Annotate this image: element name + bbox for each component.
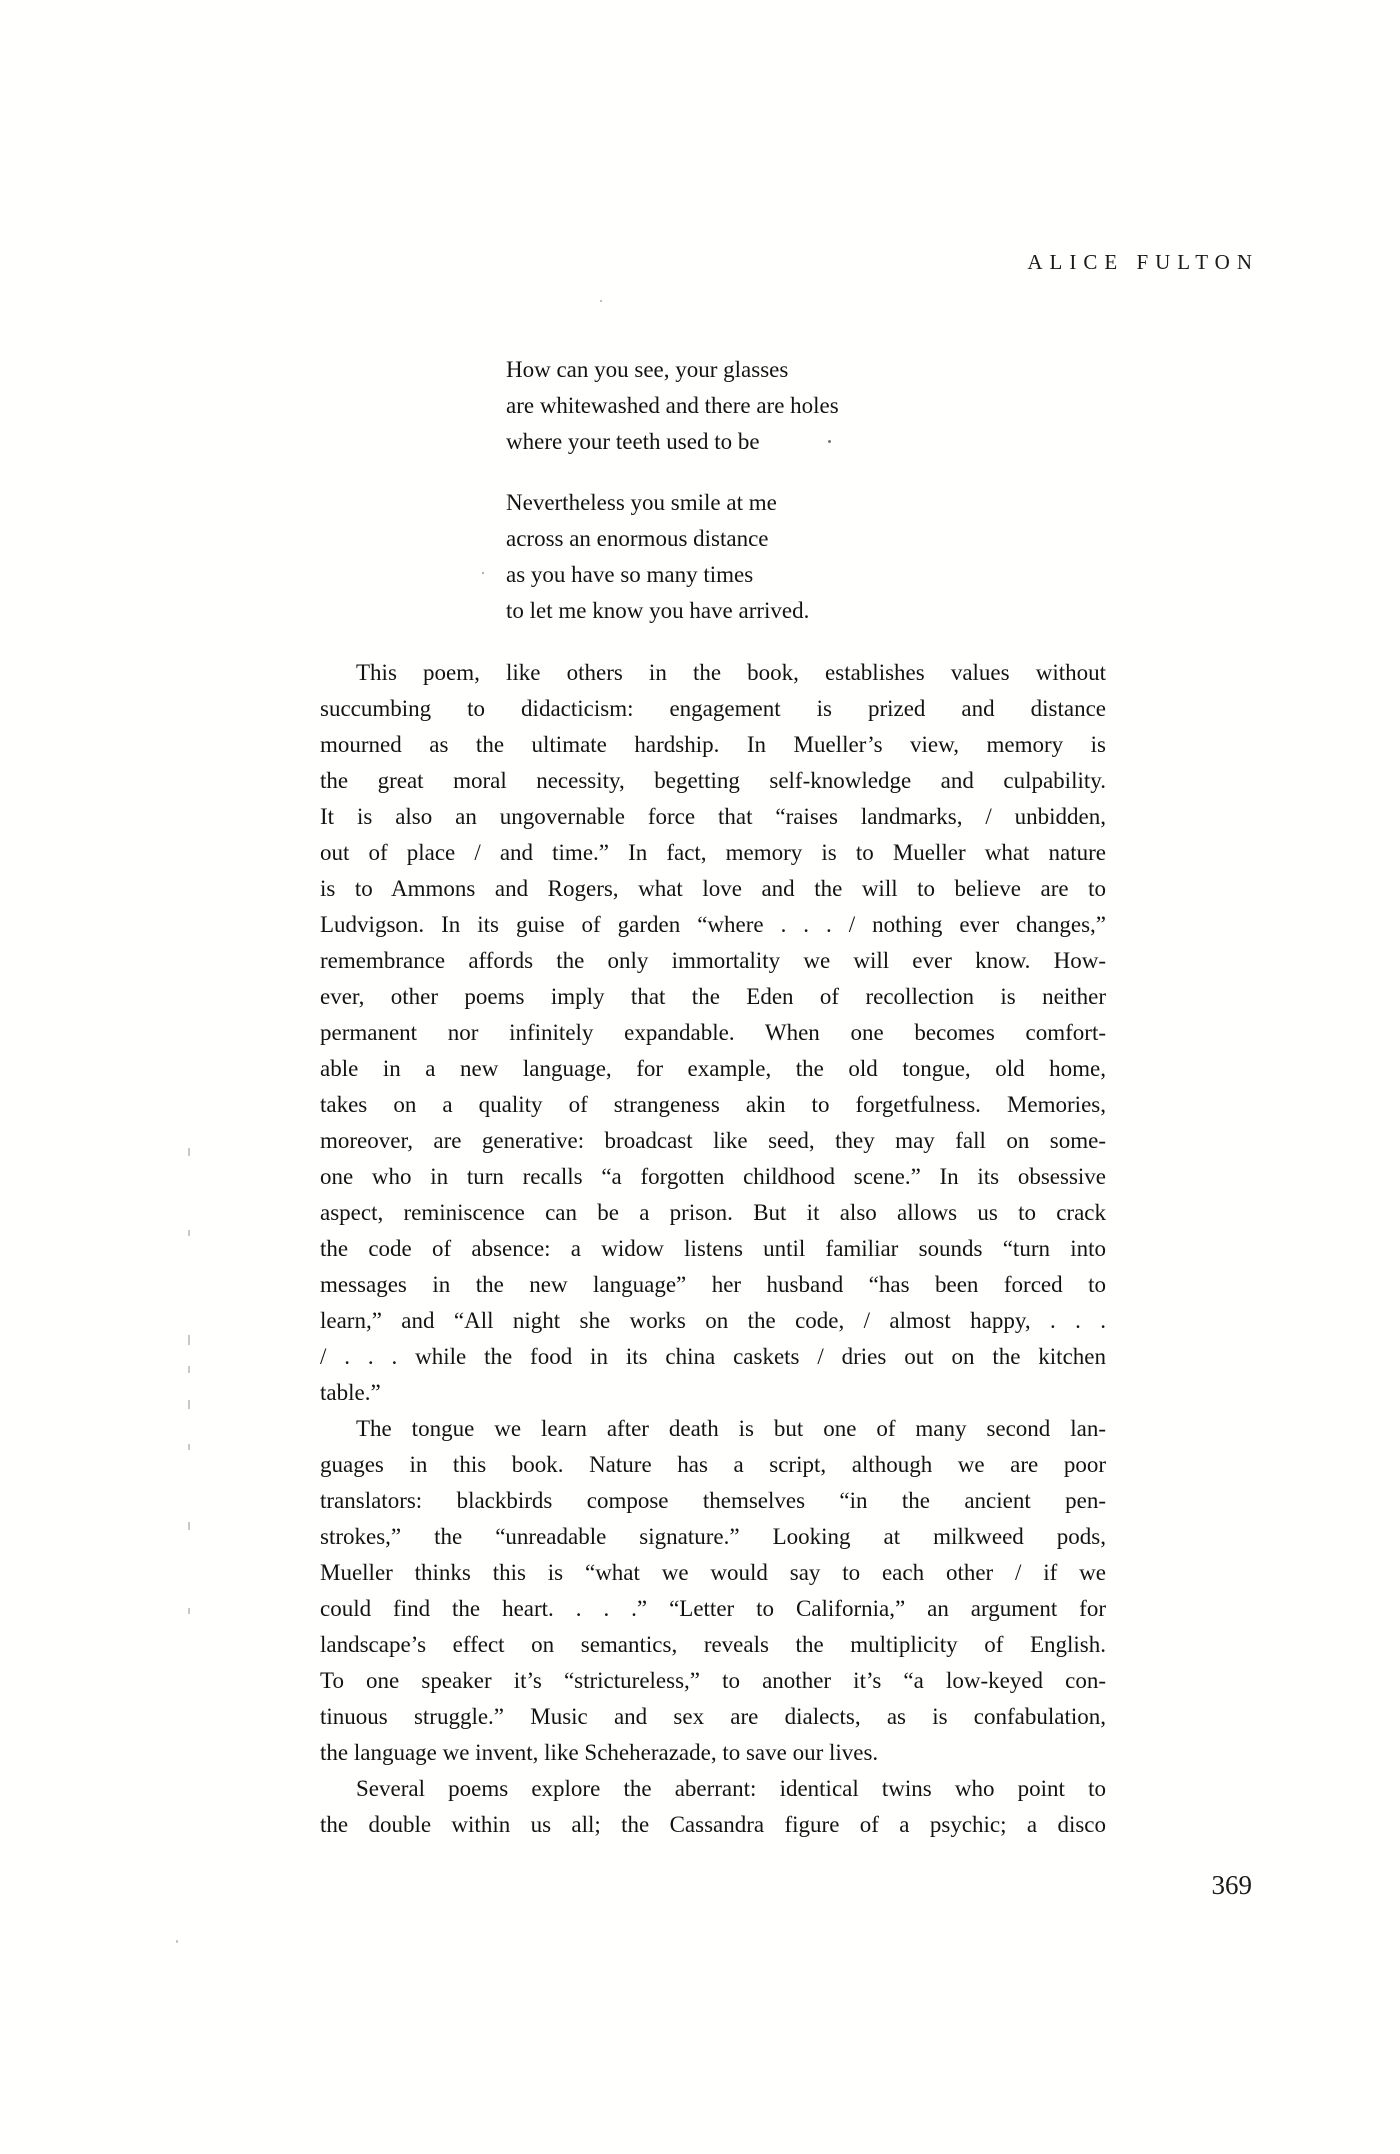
text-line: / . . . while the food in its china caskets / dries out on the kitchen <box>320 1344 1106 1369</box>
text-line: aspect, reminiscence can be a prison. But it also allows us to crack <box>320 1200 1106 1225</box>
text-line: the code of absence: a widow listens until familiar sounds “turn into <box>320 1236 1106 1261</box>
poem-excerpt <box>506 352 839 629</box>
page-number: 369 <box>1211 1870 1252 1900</box>
scan-artifact <box>188 1608 190 1614</box>
text-line: the language we invent, like Scheherazade, to save our lives. <box>320 1740 879 1765</box>
scan-artifact <box>188 1230 190 1236</box>
text-line: The tongue we learn after death is but one of many second lan- <box>356 1416 1106 1441</box>
scan-artifact <box>600 300 602 302</box>
scan-artifact <box>828 440 831 443</box>
scan-artifact <box>188 1366 190 1373</box>
text-line: permanent nor infinitely expandable. When one becomes comfort- <box>320 1020 1106 1045</box>
text-line: Mueller thinks this is “what we would say to each other / if we <box>320 1560 1106 1585</box>
text-line: succumbing to didacticism: engagement is prized and distance <box>320 696 1106 721</box>
paragraph <box>320 655 1106 1411</box>
text-line: It is also an ungovernable force that “raises landmarks, / unbidden, <box>320 804 1106 829</box>
text-line: To one speaker it’s “strictureless,” to another it’s “a low-keyed con- <box>320 1668 1106 1693</box>
text-line: Several poems explore the aberrant: identical twins who point to <box>356 1776 1106 1801</box>
text-line: the great moral necessity, begetting self-knowledge and culpability. <box>320 768 1106 793</box>
text-line: takes on a quality of strangeness akin to forgetfulness. Memories, <box>320 1092 1106 1117</box>
text-line: remembrance affords the only immortality we will ever know. How- <box>320 948 1106 973</box>
text-line: translators: blackbirds compose themselves “in the ancient pen- <box>320 1488 1106 1513</box>
poem-line: as you have so many times <box>506 562 754 587</box>
poem-line: are whitewashed and there are holes <box>506 393 839 418</box>
poem-line: across an enormous distance <box>506 526 769 551</box>
text-line: one who in turn recalls “a forgotten childhood scene.” In its obsessive <box>320 1164 1106 1189</box>
scan-artifact <box>188 1148 190 1156</box>
poem-line: Nevertheless you smile at me <box>506 490 777 515</box>
text-line: the double within us all; the Cassandra figure of a psychic; a disco <box>320 1812 1106 1837</box>
paragraph <box>320 1771 1106 1843</box>
text-line: able in a new language, for example, the old tongue, old home, <box>320 1056 1106 1081</box>
text-line: could find the heart. . . .” “Letter to California,” an argument for <box>320 1596 1106 1621</box>
text-line: messages in the new language” her husband “has been forced to <box>320 1272 1106 1297</box>
poem-line: to let me know you have arrived. <box>506 598 810 623</box>
text-line: Ludvigson. In its guise of garden “where . . . / nothing ever changes,” <box>320 912 1106 937</box>
scan-artifact <box>188 1335 190 1345</box>
scan-artifact <box>188 1400 190 1409</box>
text-line: tinuous struggle.” Music and sex are dialects, as is confabulation, <box>320 1704 1106 1729</box>
poem-stanza <box>506 485 839 629</box>
text-line: landscape’s effect on semantics, reveals the multiplicity of English. <box>320 1632 1106 1657</box>
paragraph <box>320 1411 1106 1771</box>
scan-artifact <box>482 572 484 574</box>
text-line: moreover, are generative: broadcast like seed, they may fall on some- <box>320 1128 1106 1153</box>
scan-artifact <box>176 1940 178 1943</box>
scan-artifact <box>188 1444 190 1450</box>
text-line: learn,” and “All night she works on the code, / almost happy, . . . <box>320 1308 1106 1333</box>
text-line: mourned as the ultimate hardship. In Mueller’s view, memory is <box>320 732 1106 757</box>
text-line: This poem, like others in the book, establishes values without <box>356 660 1106 685</box>
poem-stanza <box>506 352 839 460</box>
scan-artifact <box>188 1522 190 1530</box>
text-line: table.” <box>320 1380 381 1405</box>
text-line: ever, other poems imply that the Eden of recollection is neither <box>320 984 1106 1009</box>
running-head: ALICE FULTON <box>1027 250 1259 274</box>
text-line: is to Ammons and Rogers, what love and the will to believe are to <box>320 876 1106 901</box>
body-text <box>320 655 1106 1843</box>
poem-line: How can you see, your glasses <box>506 357 789 382</box>
text-line: strokes,” the “unreadable signature.” Looking at milkweed pods, <box>320 1524 1106 1549</box>
text-line: guages in this book. Nature has a script, although we are poor <box>320 1452 1106 1477</box>
text-line: out of place / and time.” In fact, memory is to Mueller what nature <box>320 840 1106 865</box>
poem-line: where your teeth used to be <box>506 429 760 454</box>
